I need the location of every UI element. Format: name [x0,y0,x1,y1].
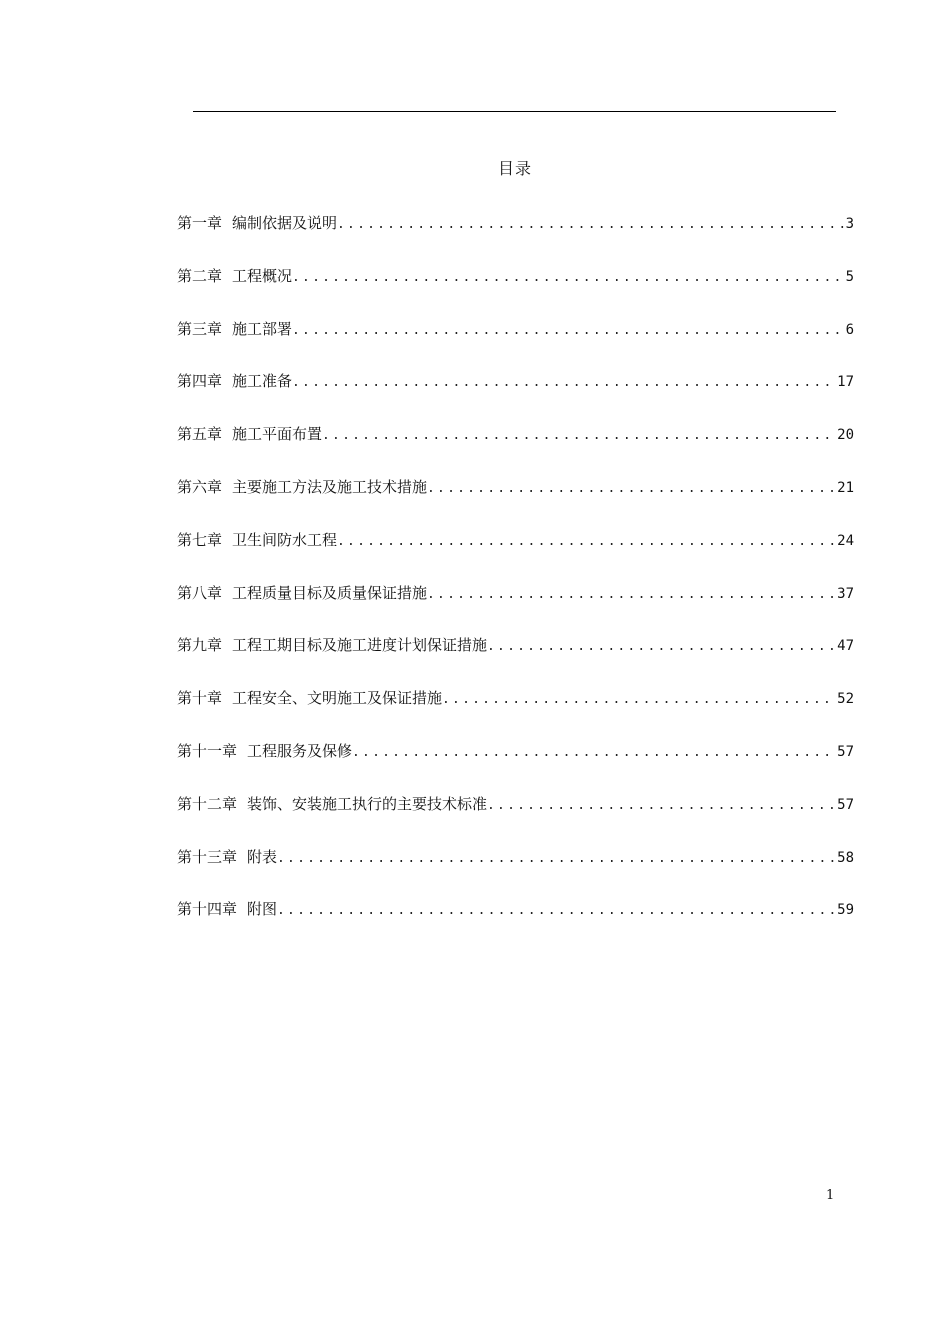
toc-dot-leader [322,423,835,449]
toc-page-number: 5 [845,268,854,285]
toc-entry-title: 施工准备 [232,372,293,391]
toc-page-number: 37 [837,585,854,602]
toc-page-number: 6 [845,321,854,338]
toc-entry[interactable] [177,632,854,685]
toc-entry[interactable] [177,316,854,369]
toc-chapter-label: 第三章 [177,319,223,338]
toc-entry[interactable] [177,527,854,580]
toc-page-number: 17 [837,374,854,391]
toc-entry-title: 工程工期目标及施工进度计划保证措施 [232,636,488,655]
toc-dot-leader [487,793,835,819]
toc-chapter-label: 第七章 [177,530,223,549]
header-rule [193,111,836,112]
toc-chapter-label: 第四章 [177,372,223,391]
toc-dot-leader [427,476,835,502]
toc-dot-leader [277,846,835,872]
toc-page-number: 52 [837,691,854,708]
toc-entry[interactable] [177,580,854,633]
toc-entry-title: 卫生间防水工程 [232,530,338,549]
toc-page-number: 20 [837,427,854,444]
toc-entry[interactable] [177,791,854,844]
toc-dot-leader [442,687,835,713]
toc-entry-title: 施工部署 [232,319,293,338]
toc-entry[interactable] [177,421,854,474]
table-of-contents [177,210,854,949]
toc-entry[interactable] [177,210,854,263]
toc-chapter-label: 第二章 [177,266,223,285]
toc-entry[interactable] [177,896,854,949]
toc-dot-leader [292,265,844,291]
toc-entry-title: 装饰、安装施工执行的主要技术标准 [247,794,488,813]
toc-chapter-label: 第九章 [177,636,223,655]
toc-entry-title: 工程概况 [232,266,293,285]
toc-page-number: 59 [837,902,854,919]
toc-entry-title: 工程安全、文明施工及保证措施 [232,689,443,708]
toc-entry-title: 工程质量目标及质量保证措施 [232,583,428,602]
toc-chapter-label: 第十四章 [177,900,238,919]
toc-chapter-label: 第五章 [177,425,223,444]
toc-chapter-label: 第十三章 [177,847,238,866]
toc-entry-title: 编制依据及说明 [232,214,338,232]
toc-entry[interactable] [177,368,854,421]
toc-page-number: 21 [837,479,854,496]
toc-entry[interactable] [177,474,854,527]
toc-dot-leader [427,582,835,608]
toc-dot-leader [487,634,835,660]
toc-entry-title: 施工平面布置 [232,425,323,444]
toc-entry-title: 附表 [247,847,278,866]
toc-chapter-label: 第一章 [177,214,223,232]
toc-chapter-label: 第八章 [177,583,223,602]
toc-page-number: 57 [837,743,854,760]
toc-entry[interactable] [177,844,854,897]
toc-dot-leader [292,370,835,396]
toc-dot-leader [277,898,835,924]
toc-page-number: 57 [837,796,854,813]
toc-entry-title: 主要施工方法及施工技术措施 [232,477,428,496]
toc-page-number: 47 [837,638,854,655]
toc-dot-leader [337,212,844,238]
toc-chapter-label: 第十一章 [177,741,238,760]
toc-chapter-label: 第十二章 [177,794,238,813]
toc-entry-title: 附图 [247,900,278,919]
toc-dot-leader [337,529,835,555]
toc-chapter-label: 第六章 [177,477,223,496]
toc-entry[interactable] [177,263,854,316]
toc-page-number: 3 [845,216,854,232]
toc-entry[interactable] [177,685,854,738]
toc-entry[interactable] [177,738,854,791]
page-number: 1 [826,1188,835,1203]
toc-entry-title: 工程服务及保修 [247,741,353,760]
toc-chapter-label: 第十章 [177,689,223,708]
toc-page-number: 58 [837,849,854,866]
toc-dot-leader [292,318,844,344]
toc-page-number: 24 [837,532,854,549]
toc-dot-leader [352,740,835,766]
toc-title: 目录 [497,159,532,178]
